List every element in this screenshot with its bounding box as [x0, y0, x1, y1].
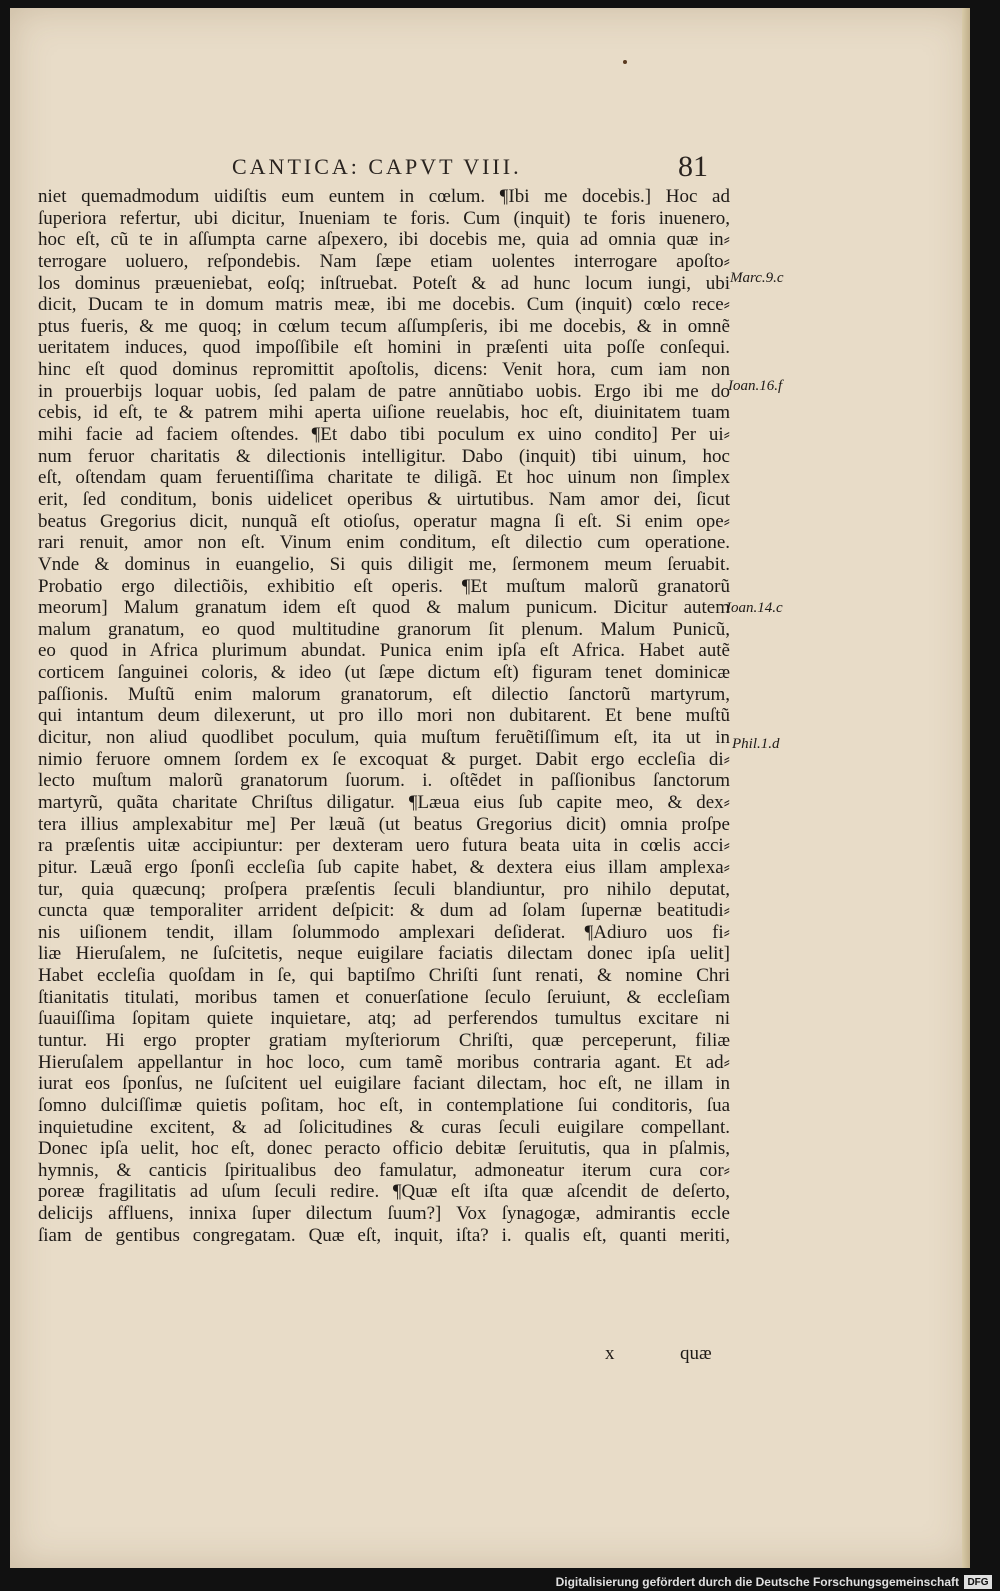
text-line: tur, quia quæcunq; proſpera præſentis ſeculi blandiuntur, pro nihilo deputat, [38, 878, 730, 900]
ink-speck [623, 60, 627, 64]
page-number: 81 [678, 150, 708, 183]
text-line: pitur. Læuã ergo ſponſi eccleſia ſub capite habet, & dextera eius illam amplexa⸗ [38, 856, 730, 878]
margin-note: Ioan.14.c [726, 600, 783, 616]
catchword: quæ [680, 1343, 712, 1364]
text-line: inquietudine excitent, & ad ſolicitudines & curas ſeculi euigilare compellant. [38, 1116, 730, 1138]
text-line: hoc eſt, cũ te in aſſumpta carne aſpexero, ibi docebis me, quia ad omnia quæ in⸗ [38, 229, 730, 251]
text-line: dicitur, non aliud quodlibet poculum, quia muſtum feruẽtiſſimum eſt, ita ut in [38, 727, 730, 749]
text-line: mihi facie ad faciem oſtendes. ¶Et dabo tibi poculum ex uino condito] Per ui⸗ [38, 424, 730, 446]
text-line: delicijs affluens, innixa ſuper dilectum ſuum?] Vox ſynagogæ, admirantis eccle [38, 1203, 730, 1225]
text-line: poreæ fragilitatis ad uſum ſeculi redire. ¶Quæ eſt iſta quæ aſcendit de deſerto, [38, 1181, 730, 1203]
text-line: cuncta quæ temporaliter arrident deſpicit: & dum ad ſolam ſupernæ beatitudi⸗ [38, 900, 730, 922]
text-line: ſuauiſſima ſopitam quiete inquietare, atq; ad perferendos tumultus excitare ni [38, 1008, 730, 1030]
text-line: ueritatem induces, quod impoſſibile eſt homini in præſenti uita poſſe conſequi. [38, 337, 730, 359]
text-line: malum granatum, eo quod multitudine granorum ſit plenum. Malum Punicũ, [38, 618, 730, 640]
text-line: nis uiſionem tendit, illam ſolummodo amplexari deſiderat. ¶Adiuro uos fi⸗ [38, 921, 730, 943]
page-edge [962, 8, 970, 1568]
text-line: qui intantum deum dilexerunt, ut pro illo mori non dubitarent. Et bene muſtũ [38, 705, 730, 727]
text-line: eſt, oſtendam quam feruentiſſima charitate te diligã. Et hoc uinum non ſimplex [38, 467, 730, 489]
text-line: erit, ſed conditum, bonis uidelicet operibus & uirtutibus. Nam amor dei, ſicut [38, 488, 730, 510]
text-line: meorum] Malum granatum idem eſt quod & malum punicum. Dicitur autem [38, 597, 730, 619]
text-line: beatus Gregorius dicit, nunquã eſt otioſus, operatur magna ſi eſt. Si enim ope⸗ [38, 510, 730, 532]
margin-note: Marc.9.c [730, 270, 784, 286]
dfg-logo: DFG [964, 1575, 992, 1589]
signature-mark: x [605, 1343, 615, 1364]
text-line: cebis, id eſt, te & patrem mihi aperta uiſione reuelabis, hoc eſt, diuinitatem tuam [38, 402, 730, 424]
digitization-footer [556, 1575, 992, 1589]
text-line: ptus fueris, & me quoq; in cœlum tecum aſſumpſeris, ibi me docebis, & in omnẽ [38, 315, 730, 337]
text-line: tera illius amplexabitur me] Per læuã (ut beatus Gregorius dicit) omnia proſpe [38, 813, 730, 835]
funding-note: Digitalisierung gefördert durch die Deutsche Forschungsgemeinschaft [555, 1575, 959, 1589]
text-line: in prouerbijs loquar uobis, ſed palam de patre annũtiabo uobis. Ergo ibi me do [38, 380, 730, 402]
text-line: rari renuit, amor non eſt. Vinum enim conditum, eſt dilectio cum operatione. [38, 532, 730, 554]
text-line: Habet eccleſia quoſdam in ſe, qui baptiſmo Chriſti ſunt renati, & nomine Chri [38, 965, 730, 987]
book-page [10, 8, 970, 1568]
text-line: hinc eſt quod dominus repromittit apoſtolis, dicens: Venit hora, cum iam non [38, 359, 730, 381]
text-line: Donec ipſa uelit, hoc eſt, donec peracto officio debitæ ſeruitutis, qua in pſalmis, [38, 1138, 730, 1160]
text-line: ſiam de gentibus congregatam. Quæ eſt, inquit, iſta? i. qualis eſt, quanti meriti, [38, 1224, 730, 1246]
text-line: ſomno dulciſſimæ quietis poſitam, hoc eſt, in contemplatione ſui conditoris, ſua [38, 1094, 730, 1116]
text-line: hymnis, & canticis ſpiritualibus deo famulatur, admoneatur iterum cura cor⸗ [38, 1159, 730, 1181]
text-line: corticem ſanguinei coloris, & ideo (ut ſæpe dictum eſt) figuram tenet dominicæ [38, 662, 730, 684]
text-line: tuntur. Hi ergo propter gratiam myſteriorum Chriſti, quæ perceperunt, filiæ [38, 1029, 730, 1051]
text-line: liæ Hieruſalem, ne ſuſcitetis, neque euigilare faciatis dilectam donec ipſa uelit] [38, 943, 730, 965]
text-line: martyrũ, quãta charitate Chriſtus diligatur. ¶Læua eius ſub capite meo, & dex⸗ [38, 791, 730, 813]
text-line: lecto muſtum malorũ granatorum ſuorum. i. oſtẽdet in paſſionibus ſanctorum [38, 770, 730, 792]
page-foot [10, 1343, 970, 1367]
text-line: paſſionis. Muſtũ enim malorum granatorum, eſt dilectio ſanctorũ martyrum, [38, 683, 730, 705]
text-line: ſuperiora refertur, ubi dicitur, Inueniam te foris. Cum (inquit) te foris inuenero, [38, 207, 730, 229]
body-text [38, 186, 730, 1246]
text-line: niet quemadmodum uidiſtis eum euntem in cœlum. ¶Ibi me docebis.] Hoc ad [38, 186, 730, 207]
text-line: nimio feruore omnem ſordem ex ſe excoquat & purget. Dabit ergo eccleſia di⸗ [38, 748, 730, 770]
text-line: dicit, Ducam te in domum matris meæ, ibi me docebis. Cum (inquit) cœlo rece⸗ [38, 294, 730, 316]
text-line: los dominus præueniebat, eoſq; inſtruebat. Poteſt & ad hunc locum iungi, ubi [38, 272, 730, 294]
text-line: terrogare uoluero, reſpondebis. Nam ſæpe etiam uolentes interrogare apoſto⸗ [38, 250, 730, 272]
margin-note: Ioan.16.f [728, 378, 783, 394]
text-line: iurat eos ſponſus, ne ſuſcitent uel euigilare faciant dilectam, hoc eſt, ne illam in [38, 1073, 730, 1095]
text-line: Hieruſalem appellantur in hoc loco, cum tamẽ moribus contraria agant. Et ad⸗ [38, 1051, 730, 1073]
text-line: ra præſentis uitæ accipiuntur: per dexteram uero futura beata uita in cœlis acci⸗ [38, 835, 730, 857]
text-line: Vnde & dominus in euangelio, Si quis diligit me, ſermonem meum ſeruabit. [38, 553, 730, 575]
text-line: Probatio ergo dilectiõis, exhibitio eſt operis. ¶Et muſtum malorũ granatorũ [38, 575, 730, 597]
text-line: ſtianitatis titulati, moribus tamen et conuerſatione ſeculo ſeruiunt, & eccleſiam [38, 986, 730, 1008]
text-line: eo quod in Africa plurimum abundat. Punica enim ipſa eſt Africa. Habet autẽ [38, 640, 730, 662]
text-line: num feruor charitatis & dilectionis intelligitur. Dabo (inquit) tibi uinum, hoc [38, 445, 730, 467]
margin-note: Phil.1.d [732, 736, 780, 752]
running-head: CANTICA: CAPVT VIII. [232, 154, 522, 179]
page-header [10, 150, 970, 190]
